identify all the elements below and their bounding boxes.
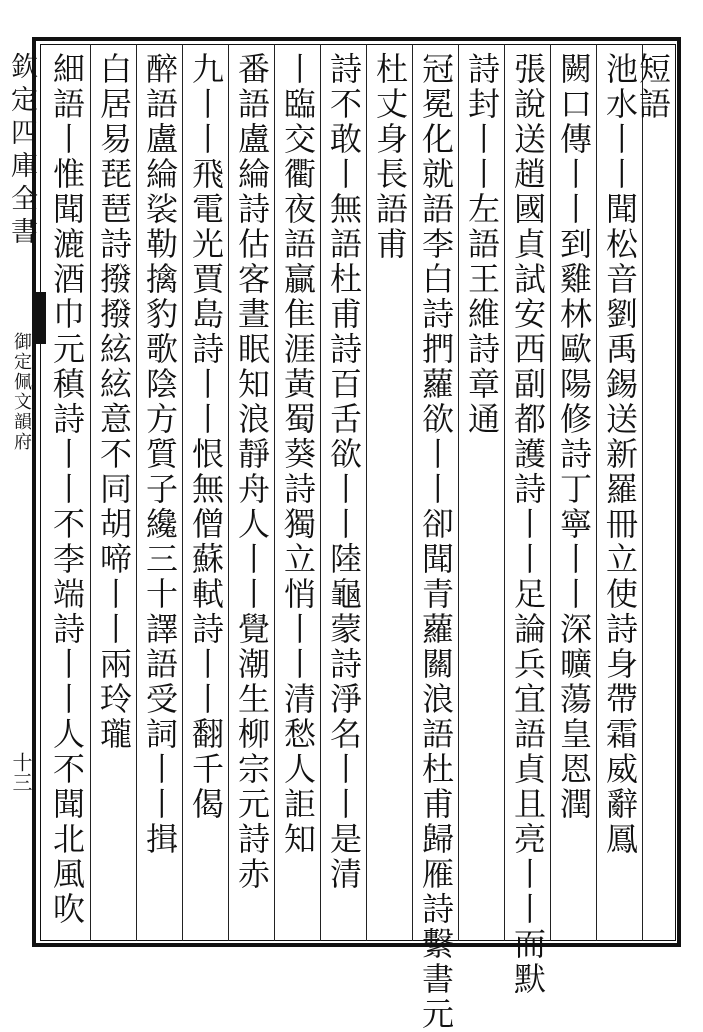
text-column-11: 九丨丨飛電光賈島詩丨丨恨無僧蘇軾詩丨丨翻千偈: [187, 52, 225, 822]
text-column-10: 番語盧綸詩估客晝眠知浪靜舟人丨丨覺潮生柳宗元詩赤: [233, 52, 271, 892]
text-column-2: 池水丨丨聞松音劉禹錫送新羅冊立使詩身帶霜威辭鳳: [601, 52, 639, 857]
text-column-1: 短語: [634, 52, 672, 122]
text-column-3: 闕口傳丨丨到雞林歐陽修詩丁寧丨丨深曠蕩皇恩潤: [555, 52, 593, 822]
page-number: 十三: [9, 752, 33, 792]
text-column-13: 白居易琵琶詩撥撥絃絃意不同胡啼丨丨兩玲瓏: [95, 52, 133, 752]
text-column-14: 細語丨惟聞漉酒巾元稹詩丨丨不李端詩丨丨人不聞北風吹: [48, 52, 86, 927]
text-column-12: 醉語盧綸裟勒擒豹歌陰方質子纔三十譯語受詞丨丨揖: [141, 52, 179, 857]
text-column-9: 丨臨交衢夜語贏隹涯黃蜀葵詩獨立悄丨丨清愁人詎知: [279, 52, 317, 857]
book-subtitle: 御定佩文韻府: [11, 332, 32, 452]
text-column-6: 冠冕化就語李白詩捫蘿欲丨丨卻聞青蘿關浪語杜甫歸雁詩繫書元: [417, 52, 455, 1032]
text-column-7: 杜丈身長語甫: [371, 52, 409, 262]
text-column-8: 詩不敢丨無語杜甫詩百舌欲丨丨陸龜蒙詩淨名丨丨是清: [325, 52, 363, 892]
text-column-5: 詩封丨丨左語王維詩章通: [463, 52, 501, 437]
book-title: 欽定四庫全書: [6, 52, 37, 250]
text-column-4: 張說送趙國貞試安西副都護詩丨丨足論兵宜語貞且亮丨丨而默: [509, 52, 547, 997]
